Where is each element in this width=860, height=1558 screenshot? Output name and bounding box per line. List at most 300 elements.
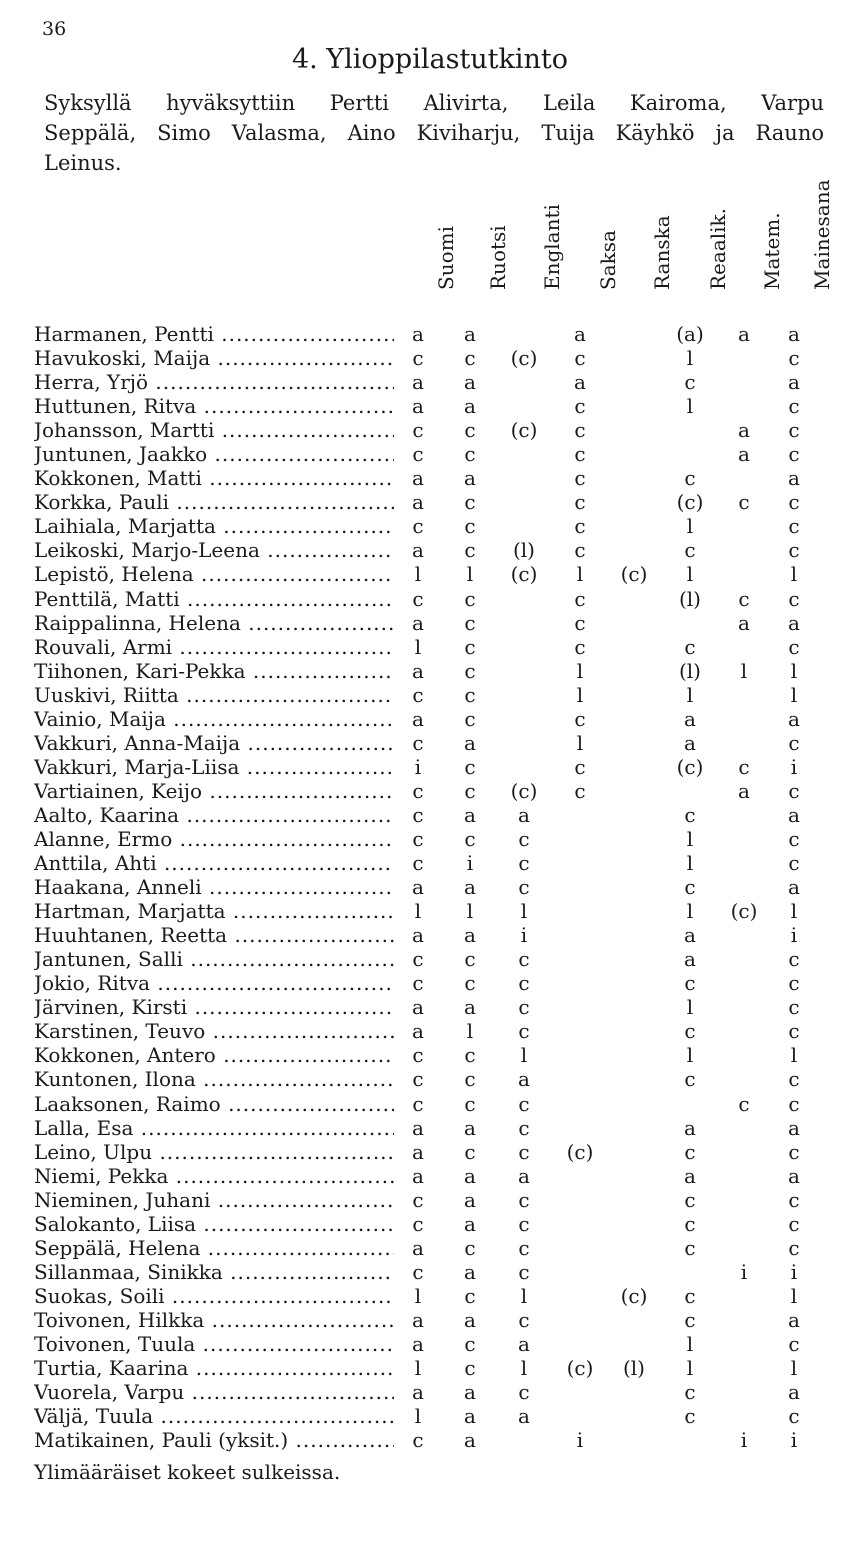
grade-cell: a bbox=[464, 875, 476, 900]
grade-cell: c bbox=[788, 971, 800, 996]
grade-cell: a bbox=[464, 370, 476, 395]
student-name: Kuntonen, Ilona ..... bbox=[34, 1067, 394, 1091]
grade-cell: a bbox=[788, 1380, 800, 1405]
grade-cell: a bbox=[518, 1067, 530, 1092]
grade-cell: a bbox=[738, 418, 750, 443]
grade-cell: c bbox=[788, 538, 800, 563]
table-row bbox=[34, 947, 824, 971]
grade-cell: a bbox=[518, 1404, 530, 1429]
grade-cell: c bbox=[788, 394, 800, 419]
grade-cell: a bbox=[738, 442, 750, 467]
grade-cell: c bbox=[788, 1139, 800, 1164]
grade-cell: a bbox=[464, 730, 476, 755]
grade-cell: (c) bbox=[510, 778, 538, 803]
table-row bbox=[34, 1428, 824, 1452]
student-name: Vartiainen, Keijo ..... bbox=[34, 779, 394, 803]
table-row bbox=[34, 394, 824, 418]
grade-cell: c bbox=[464, 682, 476, 707]
table-row bbox=[34, 827, 824, 851]
grade-cell: c bbox=[788, 418, 800, 443]
grade-cell: c bbox=[684, 1067, 696, 1092]
grade-cell: (c) bbox=[676, 490, 704, 515]
table-row bbox=[34, 1092, 824, 1116]
grade-cell: a bbox=[412, 610, 424, 635]
grade-cell: i bbox=[790, 754, 798, 779]
grade-cell: c bbox=[684, 1307, 696, 1332]
grade-cell: i bbox=[576, 1428, 584, 1453]
grade-cell: l bbox=[466, 562, 474, 587]
table-row bbox=[34, 1116, 824, 1140]
student-name: Alanne, Ermo ..... bbox=[34, 827, 394, 851]
page-number: 36 bbox=[42, 18, 67, 40]
table-row bbox=[34, 851, 824, 875]
grade-cell: a bbox=[464, 1187, 476, 1212]
table-row bbox=[34, 731, 824, 755]
grade-cell: a bbox=[464, 466, 476, 491]
intro-line-3: Leinus. bbox=[44, 151, 122, 175]
grade-cell: l bbox=[414, 1283, 422, 1308]
grade-cell: c bbox=[574, 706, 586, 731]
table-row bbox=[34, 466, 824, 490]
grade-cell: c bbox=[412, 1067, 424, 1092]
grade-cell: l bbox=[414, 562, 422, 587]
grade-cell: a bbox=[464, 995, 476, 1020]
grade-cell: c bbox=[574, 346, 586, 371]
student-name: Karstinen, Teuvo ..... bbox=[34, 1019, 394, 1043]
grade-cell: c bbox=[788, 442, 800, 467]
table-row bbox=[34, 1140, 824, 1164]
student-name: Haakana, Anneli ..... bbox=[34, 875, 394, 899]
grade-cell: c bbox=[738, 754, 750, 779]
student-name: Huuhtanen, Reetta ..... bbox=[34, 923, 394, 947]
student-name: Anttila, Ahti ..... bbox=[34, 851, 394, 875]
grade-cell: a bbox=[464, 1428, 476, 1453]
grade-cell: l bbox=[686, 851, 694, 876]
grade-cell: l bbox=[576, 658, 584, 683]
grade-cell: c bbox=[412, 1211, 424, 1236]
student-name: Rouvali, Armi ..... bbox=[34, 635, 394, 659]
grade-cell: a bbox=[412, 490, 424, 515]
grade-cell: c bbox=[464, 1235, 476, 1260]
grade-cell: l bbox=[790, 658, 798, 683]
grade-cell: a bbox=[684, 706, 696, 731]
table-row bbox=[34, 1188, 824, 1212]
grade-cell: a bbox=[464, 1404, 476, 1429]
grade-cell: c bbox=[684, 1235, 696, 1260]
grade-cell: c bbox=[464, 754, 476, 779]
student-name: Uuskivi, Riitta ..... bbox=[34, 683, 394, 707]
grade-cell: c bbox=[464, 1043, 476, 1068]
grade-cell: c bbox=[684, 370, 696, 395]
table-row bbox=[34, 346, 824, 370]
student-name: Suokas, Soili ..... bbox=[34, 1284, 394, 1308]
grade-cell: c bbox=[518, 1115, 530, 1140]
grade-cell: (c) bbox=[566, 1139, 594, 1164]
grade-cell: l bbox=[576, 730, 584, 755]
grade-cell: a bbox=[788, 370, 800, 395]
table-row bbox=[34, 923, 824, 947]
grade-cell: a bbox=[412, 1235, 424, 1260]
grade-cell: c bbox=[412, 851, 424, 876]
grade-cell: (c) bbox=[510, 418, 538, 443]
grade-cell: l bbox=[790, 1356, 798, 1381]
grade-cell: l bbox=[414, 899, 422, 924]
student-name: Matikainen, Pauli (yksit.) ..... bbox=[34, 1428, 394, 1452]
grade-cell: c bbox=[464, 490, 476, 515]
grade-cell: a bbox=[464, 923, 476, 948]
student-name: Järvinen, Kirsti ..... bbox=[34, 995, 394, 1019]
grade-cell: c bbox=[574, 490, 586, 515]
table-row bbox=[34, 1043, 824, 1067]
student-name: Juntunen, Jaakko ..... bbox=[34, 442, 394, 466]
grade-cell: c bbox=[412, 1259, 424, 1284]
table-row bbox=[34, 971, 824, 995]
grade-cell: l bbox=[790, 1043, 798, 1068]
grade-cell: (c) bbox=[730, 899, 758, 924]
grade-cell: a bbox=[574, 322, 586, 346]
student-name: Salokanto, Liisa ..... bbox=[34, 1212, 394, 1236]
grade-cell: c bbox=[788, 1211, 800, 1236]
grade-cell: (c) bbox=[510, 346, 538, 371]
table-row bbox=[34, 755, 824, 779]
grade-cell: l bbox=[466, 899, 474, 924]
grade-cell: c bbox=[788, 1331, 800, 1356]
grade-cell: c bbox=[788, 778, 800, 803]
student-name: Huttunen, Ritva ..... bbox=[34, 394, 394, 418]
grade-cell: i bbox=[414, 754, 422, 779]
table-row bbox=[34, 514, 824, 538]
grade-cell: i bbox=[790, 1259, 798, 1284]
grade-cell: c bbox=[412, 418, 424, 443]
grade-cell: (l) bbox=[678, 586, 701, 611]
grade-cell: a bbox=[574, 370, 586, 395]
grade-cell: c bbox=[684, 634, 696, 659]
grade-cell: l bbox=[686, 682, 694, 707]
table-row bbox=[34, 1308, 824, 1332]
student-name: Vakkuri, Anna-Maija ..... bbox=[34, 731, 394, 755]
grade-cell: a bbox=[412, 538, 424, 563]
grade-cell: l bbox=[520, 1043, 528, 1068]
grade-cell: l bbox=[740, 658, 748, 683]
table-row bbox=[34, 899, 824, 923]
grade-cell: a bbox=[464, 1380, 476, 1405]
grade-cell: c bbox=[574, 418, 586, 443]
grade-cell: c bbox=[574, 394, 586, 419]
grade-cell: a bbox=[412, 1163, 424, 1188]
grade-cell: c bbox=[464, 778, 476, 803]
footnote: Ylimääräiset kokeet sulkeissa. bbox=[34, 1460, 341, 1484]
grade-cell: a bbox=[464, 802, 476, 827]
grade-cell: c bbox=[518, 1139, 530, 1164]
intro-line-1: Syksyllä hyväksyttiin Pertti Alivirta, Leila Kairoma, Varpu bbox=[44, 91, 824, 115]
grade-cell: l bbox=[520, 1283, 528, 1308]
table-row bbox=[34, 1380, 824, 1404]
table-row bbox=[34, 683, 824, 707]
grade-cell: c bbox=[788, 851, 800, 876]
grade-cell: c bbox=[684, 1404, 696, 1429]
grade-cell: (c) bbox=[676, 754, 704, 779]
grade-cell: c bbox=[518, 851, 530, 876]
student-name: Laaksonen, Raimo ..... bbox=[34, 1092, 394, 1116]
grade-cell: (l) bbox=[622, 1356, 645, 1381]
grade-cell: a bbox=[684, 923, 696, 948]
grade-cell: a bbox=[788, 802, 800, 827]
grade-cell: c bbox=[412, 586, 424, 611]
grade-cell: l bbox=[790, 1283, 798, 1308]
grade-cell: a bbox=[464, 1115, 476, 1140]
grade-cell: l bbox=[520, 899, 528, 924]
grade-cell: l bbox=[686, 826, 694, 851]
grade-cell: a bbox=[518, 1331, 530, 1356]
grade-cell: a bbox=[412, 658, 424, 683]
grade-cell: c bbox=[684, 1019, 696, 1044]
grade-cell: (c) bbox=[620, 562, 648, 587]
grade-cell: c bbox=[788, 1235, 800, 1260]
grade-cell: a bbox=[788, 1307, 800, 1332]
table-row bbox=[34, 1164, 824, 1188]
student-name: Väljä, Tuula ..... bbox=[34, 1404, 394, 1428]
table-row bbox=[34, 611, 824, 635]
grade-cell: a bbox=[412, 1115, 424, 1140]
table-row bbox=[34, 1236, 824, 1260]
table-row bbox=[34, 659, 824, 683]
grade-cell: (l) bbox=[678, 658, 701, 683]
grade-cell: c bbox=[684, 875, 696, 900]
grade-cell: i bbox=[790, 1428, 798, 1453]
grade-cell: l bbox=[686, 562, 694, 587]
table-row bbox=[34, 538, 824, 562]
student-name: Harmanen, Pentti ..... bbox=[34, 322, 394, 346]
grade-cell: c bbox=[518, 1380, 530, 1405]
grade-cell: l bbox=[790, 682, 798, 707]
grade-cell: c bbox=[684, 1187, 696, 1212]
table-row bbox=[34, 322, 824, 346]
student-name: Kokkonen, Antero ..... bbox=[34, 1043, 394, 1067]
grade-cell: c bbox=[518, 1187, 530, 1212]
grade-cell: c bbox=[574, 442, 586, 467]
grade-cell: c bbox=[464, 1091, 476, 1116]
table-row bbox=[34, 1260, 824, 1284]
grade-cell: a bbox=[684, 730, 696, 755]
grade-cell: l bbox=[686, 514, 694, 539]
grade-cell: c bbox=[788, 1091, 800, 1116]
grade-cell: c bbox=[684, 971, 696, 996]
grade-cell: c bbox=[412, 1428, 424, 1453]
grade-cell: a bbox=[464, 1163, 476, 1188]
table-row bbox=[34, 1332, 824, 1356]
student-name: Jantunen, Salli ..... bbox=[34, 947, 394, 971]
grade-cell: a bbox=[518, 1163, 530, 1188]
grade-cell: c bbox=[574, 586, 586, 611]
student-name: Herra, Yrjö ..... bbox=[34, 370, 394, 394]
grade-cell: c bbox=[464, 971, 476, 996]
grade-cell: c bbox=[518, 1307, 530, 1332]
table-row bbox=[34, 1284, 824, 1308]
intro-paragraph bbox=[44, 88, 824, 178]
grade-cell: c bbox=[788, 490, 800, 515]
student-name: Tiihonen, Kari-Pekka ..... bbox=[34, 659, 394, 683]
grade-cell: c bbox=[518, 1211, 530, 1236]
grade-cell: c bbox=[464, 346, 476, 371]
grade-cell: c bbox=[412, 1187, 424, 1212]
grade-cell: c bbox=[738, 586, 750, 611]
table-row bbox=[34, 442, 824, 466]
table-row bbox=[34, 779, 824, 803]
table-row bbox=[34, 803, 824, 827]
grade-cell: c bbox=[412, 802, 424, 827]
grade-cell: a bbox=[412, 394, 424, 419]
grade-cell: c bbox=[518, 995, 530, 1020]
grade-cell: c bbox=[464, 1067, 476, 1092]
grade-cell: a bbox=[788, 1115, 800, 1140]
grade-cell: a bbox=[412, 875, 424, 900]
grade-cell: a bbox=[412, 1331, 424, 1356]
grade-cell: c bbox=[684, 802, 696, 827]
grade-cell: a bbox=[412, 1380, 424, 1405]
grade-cell: a bbox=[464, 1211, 476, 1236]
grade-cell: c bbox=[574, 754, 586, 779]
grade-cell: c bbox=[738, 490, 750, 515]
student-name: Niemi, Pekka ..... bbox=[34, 1164, 394, 1188]
table-row bbox=[34, 562, 824, 586]
grade-cell: c bbox=[412, 730, 424, 755]
grade-cell: a bbox=[412, 322, 424, 346]
grade-cell: c bbox=[412, 947, 424, 972]
grade-cell: l bbox=[686, 995, 694, 1020]
grade-cell: c bbox=[412, 1043, 424, 1068]
grade-cell: c bbox=[684, 1139, 696, 1164]
grade-cell: a bbox=[464, 322, 476, 346]
grade-cell: c bbox=[788, 1067, 800, 1092]
grade-cell: c bbox=[412, 514, 424, 539]
student-name: Turtia, Kaarina ..... bbox=[34, 1356, 394, 1380]
student-name: Toivonen, Tuula ..... bbox=[34, 1332, 394, 1356]
grade-cell: c bbox=[464, 658, 476, 683]
grade-cell: c bbox=[464, 1356, 476, 1381]
student-name: Vuorela, Varpu ..... bbox=[34, 1380, 394, 1404]
student-name: Toivonen, Hilkka ..... bbox=[34, 1308, 394, 1332]
grade-cell: (c) bbox=[620, 1283, 648, 1308]
grade-cell: i bbox=[466, 851, 474, 876]
grade-cell: l bbox=[686, 899, 694, 924]
student-name: Vakkuri, Marja-Liisa ..... bbox=[34, 755, 394, 779]
grade-cell: a bbox=[464, 1307, 476, 1332]
student-name: Jokio, Ritva ..... bbox=[34, 971, 394, 995]
grade-cell: c bbox=[518, 1091, 530, 1116]
grade-cell: a bbox=[788, 610, 800, 635]
section-heading: 4. Ylioppilastutkinto bbox=[291, 44, 569, 75]
grade-table bbox=[34, 322, 824, 1452]
grade-cell: a bbox=[518, 802, 530, 827]
grade-cell: c bbox=[574, 466, 586, 491]
grade-cell: c bbox=[574, 610, 586, 635]
student-name: Korkka, Pauli ..... bbox=[34, 490, 394, 514]
grade-cell: c bbox=[788, 1404, 800, 1429]
grade-cell: a bbox=[788, 466, 800, 491]
grade-cell: c bbox=[464, 1283, 476, 1308]
grade-cell: c bbox=[518, 971, 530, 996]
table-row bbox=[34, 370, 824, 394]
grade-cell: a bbox=[738, 610, 750, 635]
grade-cell: c bbox=[574, 538, 586, 563]
grade-cell: a bbox=[788, 706, 800, 731]
grade-cell: a bbox=[738, 778, 750, 803]
student-name: Vainio, Maija ..... bbox=[34, 707, 394, 731]
grade-cell: (c) bbox=[566, 1356, 594, 1381]
grade-cell: c bbox=[412, 682, 424, 707]
grade-cell: a bbox=[788, 875, 800, 900]
grade-cell: a bbox=[464, 394, 476, 419]
grade-cell: c bbox=[464, 706, 476, 731]
grade-cell: l bbox=[686, 1043, 694, 1068]
grade-cell: c bbox=[788, 826, 800, 851]
grade-cell: c bbox=[464, 1331, 476, 1356]
grade-cell: c bbox=[788, 730, 800, 755]
table-row bbox=[34, 707, 824, 731]
grade-cell: c bbox=[412, 346, 424, 371]
student-name: Johansson, Martti ..... bbox=[34, 418, 394, 442]
student-name: Lepistö, Helena ..... bbox=[34, 562, 394, 586]
grade-cell: a bbox=[684, 1163, 696, 1188]
student-name: Penttilä, Matti ..... bbox=[34, 587, 394, 611]
grade-cell: i bbox=[740, 1259, 748, 1284]
grade-cell: a bbox=[412, 995, 424, 1020]
grade-cell: c bbox=[412, 826, 424, 851]
student-name: Hartman, Marjatta ..... bbox=[34, 899, 394, 923]
grade-cell: l bbox=[790, 562, 798, 587]
student-name: Aalto, Kaarina ..... bbox=[34, 803, 394, 827]
grade-cell: l bbox=[686, 346, 694, 371]
student-name: Kokkonen, Matti ..... bbox=[34, 466, 394, 490]
grade-cell: l bbox=[466, 1019, 474, 1044]
grade-cell: c bbox=[518, 947, 530, 972]
student-name: Havukoski, Maija ..... bbox=[34, 346, 394, 370]
table-row bbox=[34, 1212, 824, 1236]
grade-cell: c bbox=[518, 826, 530, 851]
grade-cell: c bbox=[464, 947, 476, 972]
student-name: Leikoski, Marjo-Leena ..... bbox=[34, 538, 394, 562]
grade-cell: c bbox=[684, 466, 696, 491]
grade-cell: c bbox=[412, 778, 424, 803]
grade-cell: a bbox=[412, 923, 424, 948]
student-name: Lalla, Esa ..... bbox=[34, 1116, 394, 1140]
grade-cell: a bbox=[738, 322, 750, 346]
grade-cell: c bbox=[412, 442, 424, 467]
grade-cell: a bbox=[464, 1259, 476, 1284]
grade-cell: a bbox=[412, 1019, 424, 1044]
grade-cell: c bbox=[788, 995, 800, 1020]
grade-cell: l bbox=[686, 1331, 694, 1356]
grade-cell: c bbox=[788, 634, 800, 659]
student-name: Sillanmaa, Sinikka ..... bbox=[34, 1260, 394, 1284]
grade-cell: c bbox=[788, 346, 800, 371]
grade-cell: c bbox=[464, 514, 476, 539]
grade-cell: i bbox=[790, 923, 798, 948]
student-name: Seppälä, Helena ..... bbox=[34, 1236, 394, 1260]
grade-cell: a bbox=[412, 370, 424, 395]
grade-cell: c bbox=[788, 586, 800, 611]
table-row bbox=[34, 995, 824, 1019]
student-name: Nieminen, Juhani ..... bbox=[34, 1188, 394, 1212]
table-row bbox=[34, 418, 824, 442]
grade-cell: c bbox=[464, 586, 476, 611]
grade-cell: c bbox=[464, 538, 476, 563]
grade-cell: i bbox=[520, 923, 528, 948]
grade-cell: l bbox=[414, 1404, 422, 1429]
grade-cell: a bbox=[412, 1307, 424, 1332]
grade-cell: c bbox=[412, 1091, 424, 1116]
table-row bbox=[34, 587, 824, 611]
